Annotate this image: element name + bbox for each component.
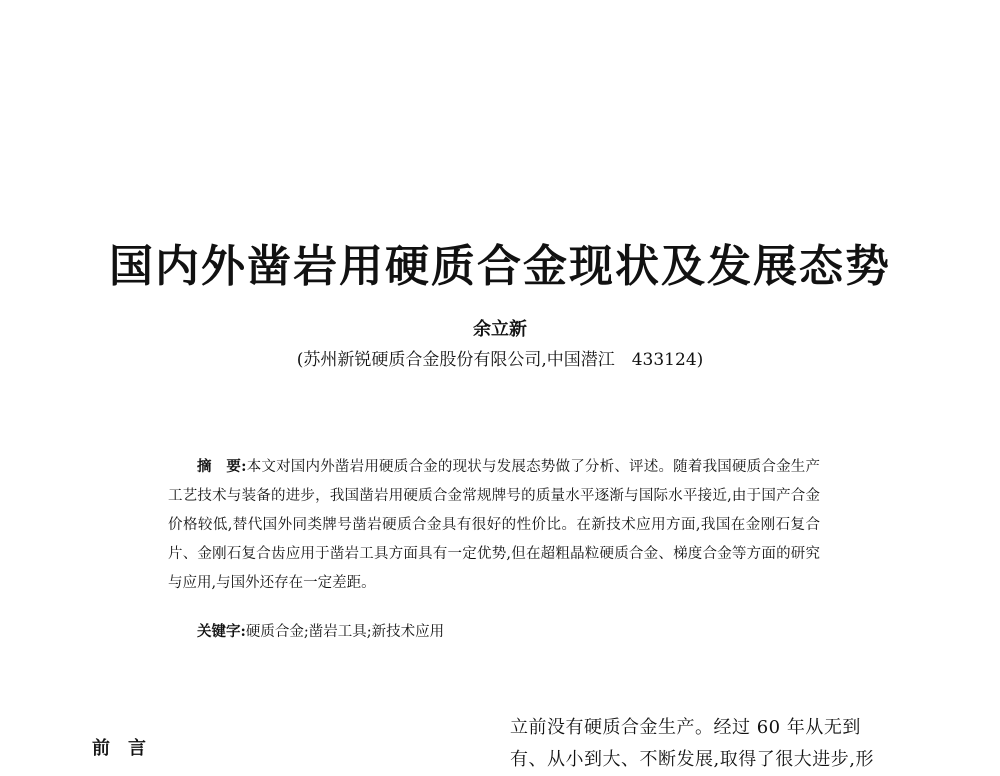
section-heading-preface: 前 言 [92,738,146,759]
author-affiliation: (苏州新锐硬质合金股份有限公司,中国潜江 433124) [296,350,704,370]
keywords-text: 硬质合金;凿岩工具;新技术应用 [245,624,445,640]
keywords-label: 关键字: [197,623,246,640]
body-text-right-column: 立前没有硬质合金生产。经过 60 年从无到有、从小到大、不断发展,取得了很大进步,形 [510,717,874,770]
paper-title: 国内外凿岩用硬质合金现状及发展态势 [109,241,891,292]
abstract-label: 摘 要: [197,458,247,475]
abstract [168,452,820,598]
abstract-text: 本文对国内外凿岩用硬质合金的现状与发展态势做了分析、评述。随着我国硬质合金生产工艺技术与装备的进步，我国凿岩用硬质合金常规牌号的质量水平逐渐与国际水平接近,由于国产合金价格较低,替代国外同类牌号凿岩硬质合金具有很好的性价比。在新技术应用方面,我国在金刚石复合片、金刚石复合齿应用于凿岩工具方面具有一定优势,但在超粗晶粒硬质合金、梯度合金等方面的研究与应用,与国外还存在一定差距。 [168,459,821,591]
author-name: 余立新 [473,319,527,340]
keywords [168,620,820,644]
